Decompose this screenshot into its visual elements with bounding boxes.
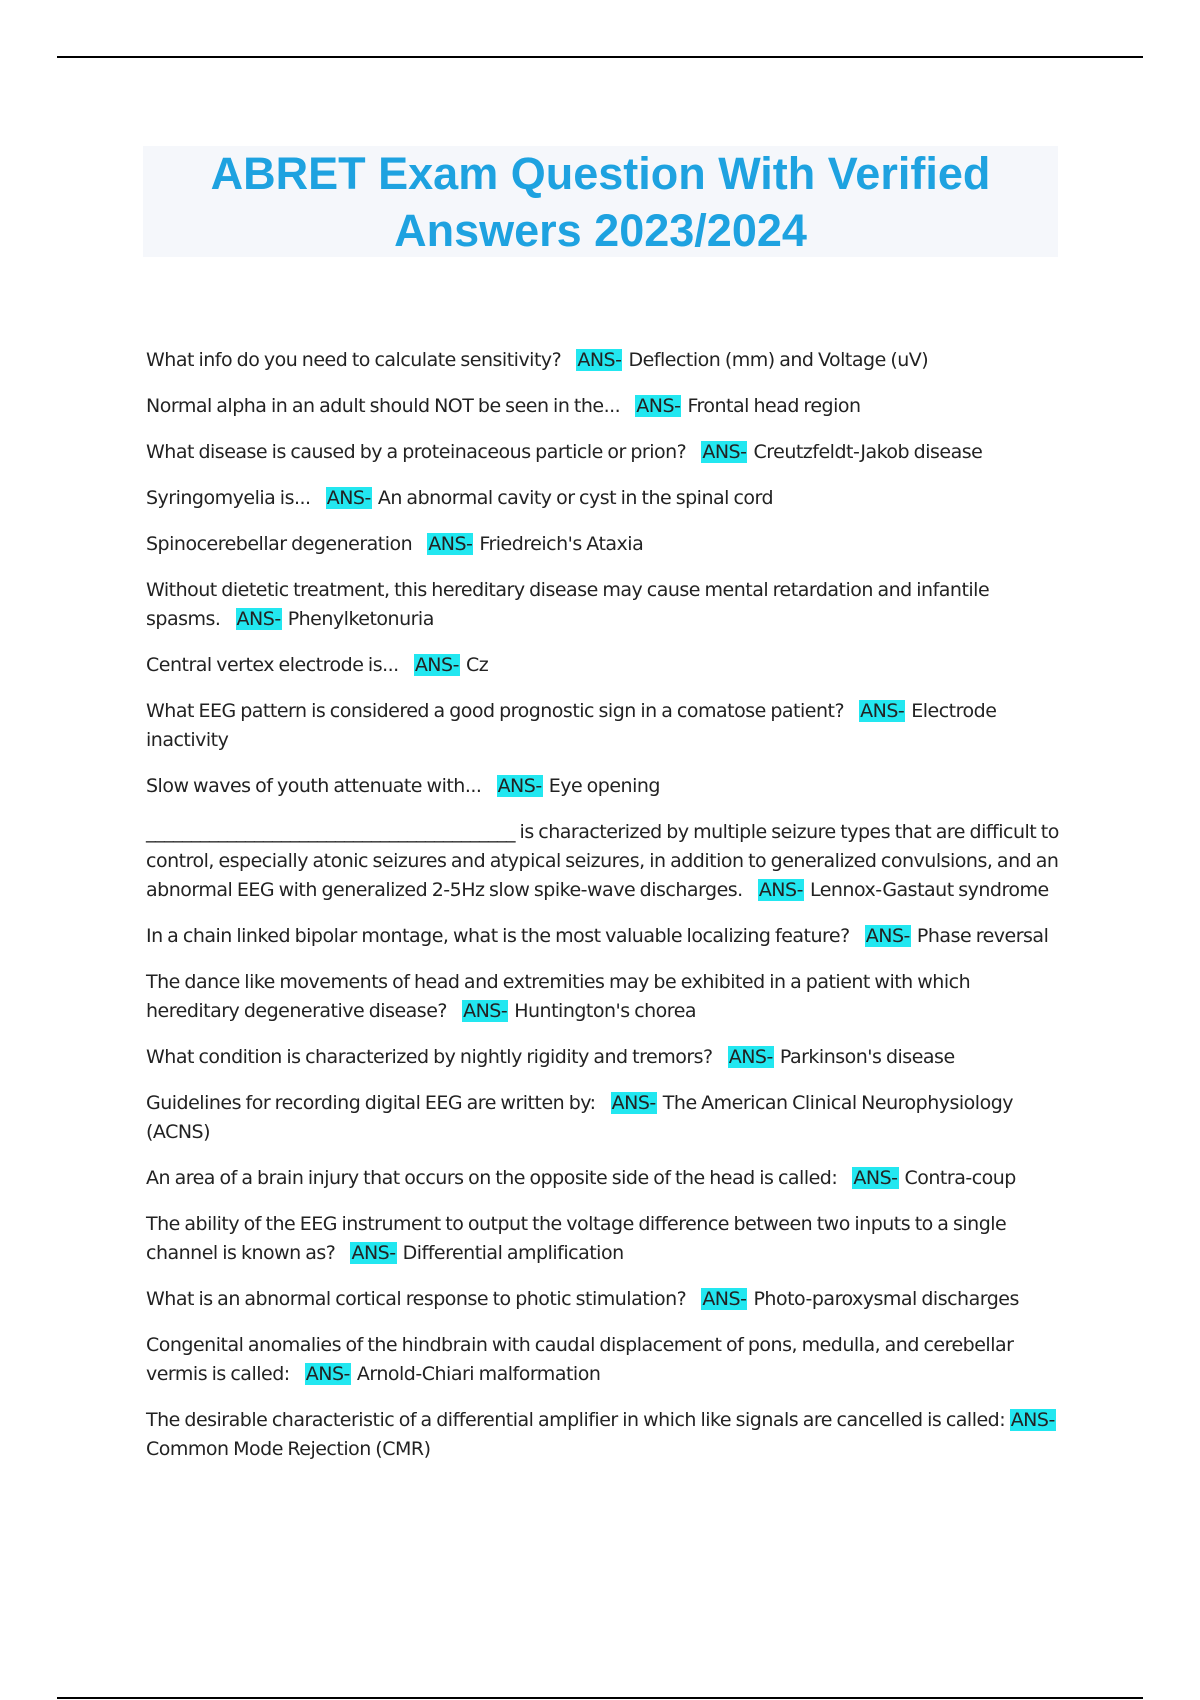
question-text: What is an abnormal cortical response to photic stimulation? — [146, 1288, 687, 1310]
document-title: ABRET Exam Question With Verified Answers 2023/2024 — [210, 147, 991, 256]
answer-text: Phenylketonuria — [287, 608, 434, 630]
question-text: Guidelines for recording digital EEG are written by: — [146, 1092, 596, 1114]
question-text: The desirable characteristic of a differential amplifier in which like signals are cancelled is called: — [146, 1409, 1006, 1431]
qa-item — [146, 772, 1064, 801]
answer-text: Creutzfeldt-Jakob disease — [753, 441, 983, 463]
bottom-rule — [57, 1697, 1143, 1699]
question-list — [146, 346, 1064, 1481]
top-rule — [57, 56, 1143, 58]
qa-item — [146, 484, 1064, 513]
answer-text: Eye opening — [548, 775, 660, 797]
qa-item — [146, 1406, 1064, 1464]
answer-text: Arnold-Chiari malformation — [356, 1363, 601, 1385]
question-text: The dance like movements of head and extremities may be exhibited in a patient with which hereditary degenerative disease? — [146, 971, 971, 1022]
ans-marker: ANS- — [611, 1092, 656, 1114]
question-text: What condition is characterized by nightly rigidity and tremors? — [146, 1046, 713, 1068]
answer-text: Phase reversal — [916, 925, 1049, 947]
answer-text: Lennox-Gastaut syndrome — [809, 879, 1049, 901]
question-text: Syringomyelia is... — [146, 487, 311, 509]
qa-item — [146, 818, 1064, 905]
qa-item — [146, 1043, 1064, 1072]
ans-marker: ANS- — [414, 654, 459, 676]
question-text: Central vertex electrode is... — [146, 654, 399, 676]
qa-item — [146, 392, 1064, 421]
answer-text: An abnormal cavity or cyst in the spinal cord — [377, 487, 774, 509]
qa-item — [146, 968, 1064, 1026]
qa-item — [146, 651, 1064, 680]
qa-item — [146, 346, 1064, 375]
qa-item — [146, 697, 1064, 755]
ans-marker: ANS- — [1010, 1409, 1055, 1431]
answer-text: Friedreich's Ataxia — [479, 533, 644, 555]
ans-marker: ANS- — [236, 608, 281, 630]
qa-item — [146, 1164, 1064, 1193]
question-text: Normal alpha in an adult should NOT be seen in the... — [146, 395, 621, 417]
answer-text: Huntington's chorea — [514, 1000, 697, 1022]
answer-text: Deflection (mm) and Voltage (uV) — [628, 349, 929, 371]
answer-text: Contra-coup — [904, 1167, 1016, 1189]
question-text: The ability of the EEG instrument to output the voltage difference between two inputs to a single channel is known as? — [146, 1213, 1007, 1264]
ans-marker: ANS- — [577, 349, 622, 371]
ans-marker: ANS- — [305, 1363, 350, 1385]
ans-marker: ANS- — [758, 879, 803, 901]
ans-marker: ANS- — [728, 1046, 773, 1068]
ans-marker: ANS- — [860, 700, 905, 722]
answer-text: Differential amplification — [402, 1242, 624, 1264]
qa-item — [146, 1210, 1064, 1268]
question-text: What info do you need to calculate sensitivity? — [146, 349, 562, 371]
ans-marker: ANS- — [428, 533, 473, 555]
ans-marker: ANS- — [865, 925, 910, 947]
qa-item — [146, 530, 1064, 559]
qa-item — [146, 1089, 1064, 1147]
question-text: _________________________________________ is characterized by multiple seizure types that are difficult to control, especially atonic seizures and atypical seizures, in addition to generalized convulsions, and an abnormal EEG with generalized 2-5Hz slow spike-wave discharges. — [146, 821, 1059, 901]
ans-marker: ANS- — [497, 775, 542, 797]
question-text: What disease is caused by a proteinaceous particle or prion? — [146, 441, 687, 463]
ans-marker: ANS- — [463, 1000, 508, 1022]
ans-marker: ANS- — [702, 1288, 747, 1310]
ans-marker: ANS- — [702, 441, 747, 463]
qa-item — [146, 438, 1064, 467]
ans-marker: ANS- — [853, 1167, 898, 1189]
ans-marker: ANS- — [636, 395, 681, 417]
answer-text: Common Mode Rejection (CMR) — [146, 1438, 431, 1460]
question-text: What EEG pattern is considered a good prognostic sign in a comatose patient? — [146, 700, 845, 722]
question-text: In a chain linked bipolar montage, what is the most valuable localizing feature? — [146, 925, 850, 947]
answer-text: Cz — [465, 654, 489, 676]
qa-item — [146, 576, 1064, 634]
question-text: Slow waves of youth attenuate with... — [146, 775, 482, 797]
title-banner — [143, 146, 1058, 257]
answer-text: Parkinson's disease — [779, 1046, 955, 1068]
answer-text: The American Clinical Neurophysiology (ACNS) — [146, 1092, 1014, 1143]
answer-text: Electrode inactivity — [146, 700, 997, 751]
ans-marker: ANS- — [351, 1242, 396, 1264]
question-text: Congenital anomalies of the hindbrain with caudal displacement of pons, medulla, and cerebellar vermis is called: — [146, 1334, 1014, 1385]
qa-item — [146, 1331, 1064, 1389]
qa-item — [146, 922, 1064, 951]
qa-item — [146, 1285, 1064, 1314]
question-text: Without dietetic treatment, this hereditary disease may cause mental retardation and infantile spasms. — [146, 579, 990, 630]
answer-text: Frontal head region — [687, 395, 861, 417]
question-text: An area of a brain injury that occurs on the opposite side of the head is called: — [146, 1167, 838, 1189]
question-text: Spinocerebellar degeneration — [146, 533, 413, 555]
answer-text: Photo-paroxysmal discharges — [753, 1288, 1019, 1310]
ans-marker: ANS- — [326, 487, 371, 509]
